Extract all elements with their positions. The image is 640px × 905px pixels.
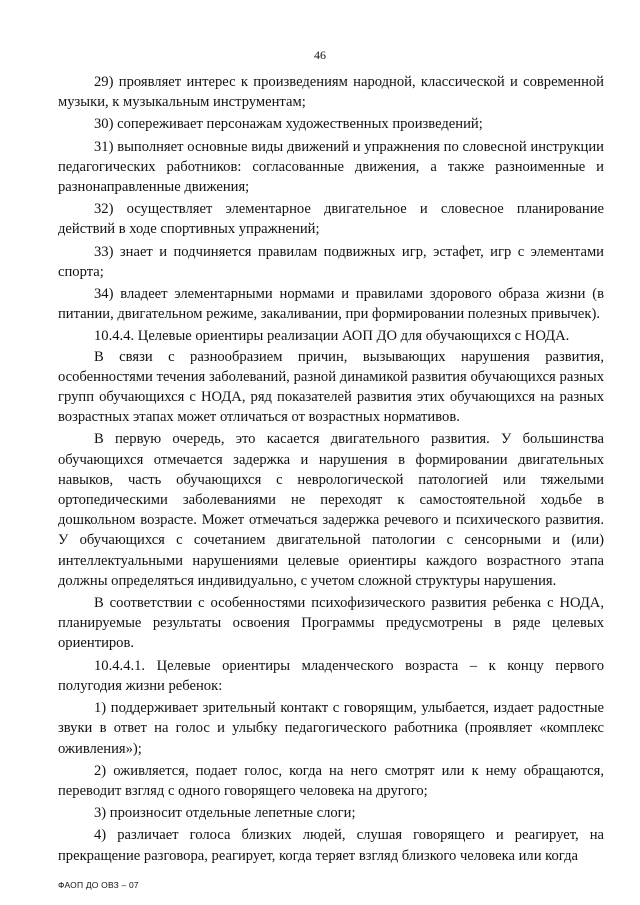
section-heading-10-4-4: 10.4.4. Целевые ориентиры реализации АОП ДО для обучающихся с НОДА. — [94, 328, 570, 345]
paragraph-reasons: В связи с разнообразием причин, вызывающих нарушения развития, особенностями течения заболеваний, разной динамикой развития обучающихся разных групп обучающихся с НОДА, ряд показателей развития этих обучающихся на разных возрастных этапах может отличаться от возрастных нормативов. — [58, 348, 604, 426]
infant-item-1: 1) поддерживает зрительный контакт с говорящим, улыбается, издает радостные звуки в ответ на голос и улыбку педагогического работника (проявляет «комплекс оживления»); — [58, 700, 604, 757]
infant-item-2: 2) оживляется, подает голос, когда на него смотрят или к нему обращаются, переводит взгляд с одного говорящего человека на другого; — [58, 762, 604, 799]
list-item-34: 34) владеет элементарными нормами и правилами здорового образа жизни (в питании, двигательном режиме, закаливании, при формировании полезных привычек). — [58, 286, 604, 323]
page-number: 46 — [314, 48, 326, 62]
infant-item-4: 4) различает голоса близких людей, слушая говорящего и реагирует, на прекращение разговора, реагирует, когда теряет взгляд близкого человека или когда — [58, 827, 604, 864]
infant-item-3: 3) произносит отдельные лепетные слоги; — [94, 805, 356, 822]
paragraph-motor-development: В первую очередь, это касается двигательного развития. У большинства обучающихся отмечается задержка и нарушения в формировании двигательных навыков, часть обучающихся с неврологической патологией или тяжелыми ортопедическими заболеваниями не переходят к самостоятельной ходьбе в дошкольном возрасте. Может отмечаться задержка речевого и психического развития. У обучающихся с сочетанием двигательной патологии с сенсорными и (или) интеллектуальными нарушениями целевые ориентиры каждого возрастного этапа должны определяться индивидуально, с учетом сложной структуры нарушения. — [58, 431, 604, 589]
document-footer: ФАОП ДО ОВЗ – 07 — [58, 880, 139, 890]
list-item-30: 30) сопереживает персонажам художественных произведений; — [94, 116, 483, 133]
list-item-33: 33) знает и подчиняется правилам подвижных игр, эстафет, игр с элементами спорта; — [58, 243, 604, 280]
list-item-31: 31) выполняет основные виды движений и упражнения по словесной инструкции педагогических работников: согласованные движения, а также разноименные и разнонаправленные движения; — [58, 138, 604, 196]
list-item-29: 29) проявляет интерес к произведениям народной, классической и современной музыки, к музыкальным инструментам; — [58, 74, 604, 111]
section-heading-10-4-4-1: 10.4.4.1. Целевые ориентиры младенческого возраста – к концу первого полугодия жизни ребенок: — [58, 657, 604, 694]
list-item-32: 32) осуществляет элементарное двигательное и словесное планирование действий в ходе спортивных упражнений; — [58, 201, 604, 238]
paragraph-planned-results: В соответствии с особенностями психофизического развития ребенка с НОДА, планируемые результаты освоения Программы предусмотрены в ряде целевых ориентиров. — [58, 595, 604, 652]
document-body — [58, 72, 604, 866]
